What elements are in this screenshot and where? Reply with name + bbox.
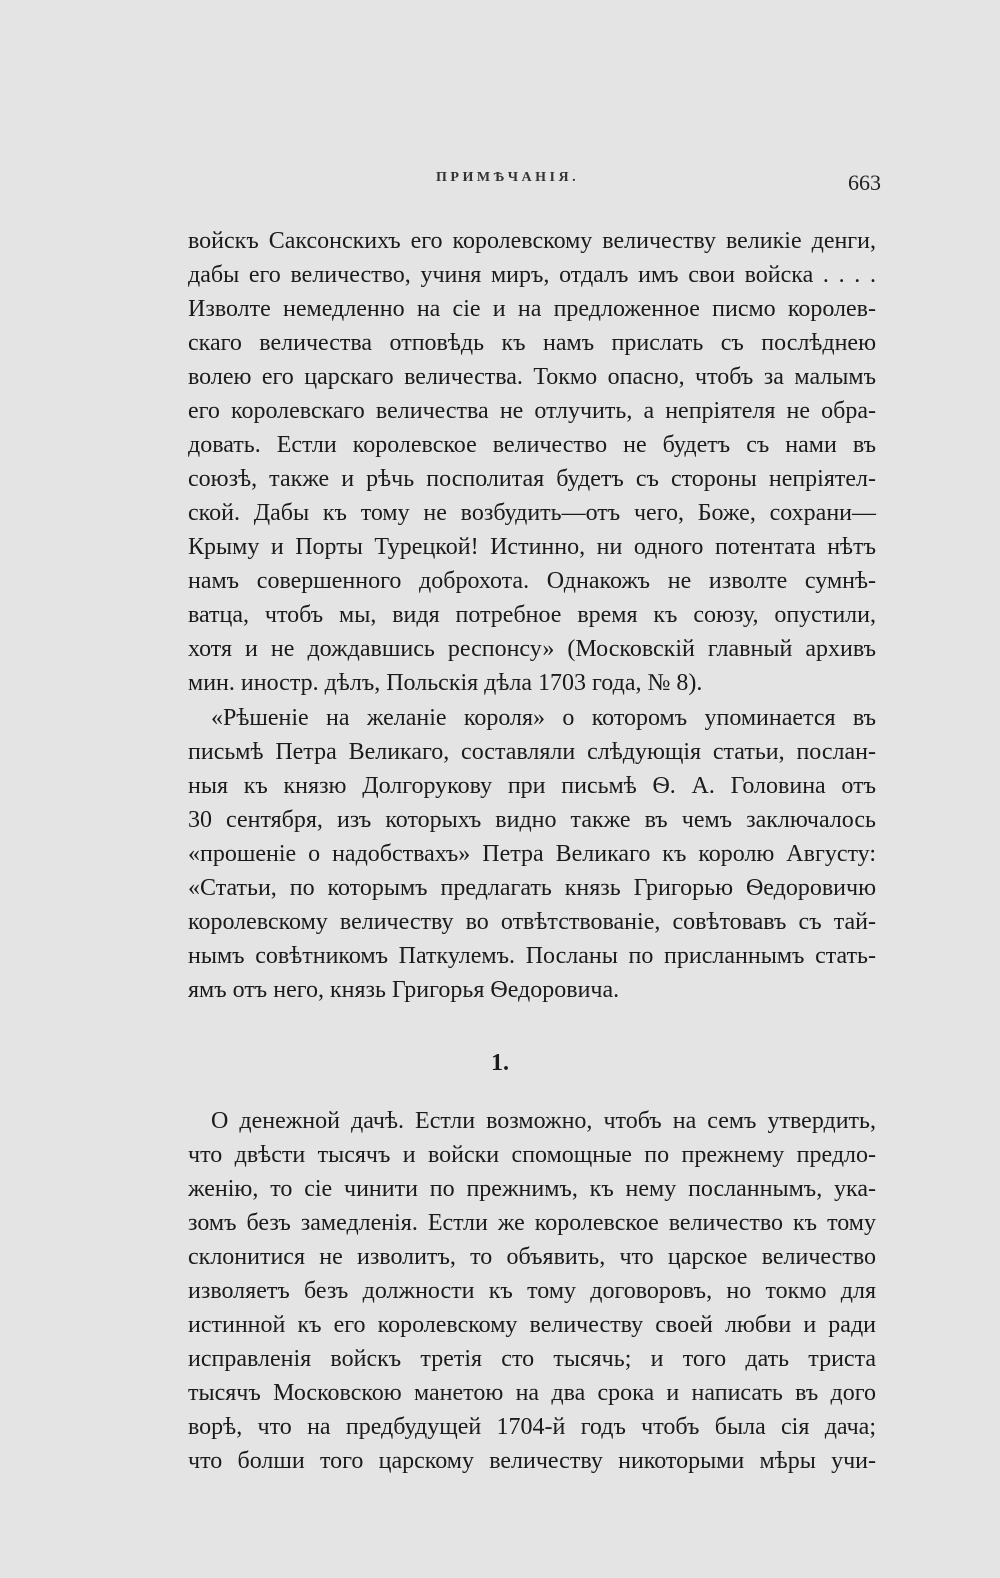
text-line: Крыму и Порты Турецкой! Истинно, ни одного потентата нѣтъ xyxy=(188,534,876,560)
text-line: «Статьи, по которымъ предлагать князь Григорью Ѳедоровичю xyxy=(188,875,876,901)
text-line: истинной къ его королевскому величеству своей любви и ради xyxy=(188,1312,876,1338)
text-line: ватца, чтобъ мы, видя потребное время къ союзу, опустили, xyxy=(188,602,876,628)
text-line: скаго величества отповѣдь къ намъ прислать съ послѣднею xyxy=(188,330,876,356)
text-line: что болши того царскому величеству никоторыми мѣры учи- xyxy=(188,1448,876,1474)
text-line: Изволте немедленно на сіе и на предложенное писмо королев- xyxy=(188,296,876,322)
text-line: его королевскаго величества не отлучить, а непріятеля не обра- xyxy=(188,398,876,424)
text-line: склонитися не изволитъ, то объявить, что царское величество xyxy=(188,1244,876,1270)
text-line: зомъ безъ замедленія. Естли же королевское величество къ тому xyxy=(188,1210,876,1236)
text-line: волею его царскаго величества. Токмо опасно, чтобъ за малымъ xyxy=(188,364,876,390)
text-line: О денежной дачѣ. Естли возможно, чтобъ на семъ утвердить, xyxy=(211,1108,876,1134)
text-line: письмѣ Петра Великаго, составляли слѣдующія статьи, послан- xyxy=(188,739,876,765)
text-line: 30 сентября, изъ которыхъ видно также въ чемъ заключалось xyxy=(188,807,876,833)
text-line: королевскому величеству во отвѣтствованіе, совѣтовавъ съ тай- xyxy=(188,909,876,935)
text-line: дабы его величество, учиня миръ, отдалъ имъ свои войска . . . . xyxy=(188,262,876,288)
text-line: исправленія войскъ третія сто тысячь; и того дать триста xyxy=(188,1346,876,1372)
text-line: нымъ совѣтникомъ Паткулемъ. Посланы по присланнымъ стать- xyxy=(188,943,876,969)
text-line: союзѣ, также и рѣчь посполитая будетъ съ стороны непріятел- xyxy=(188,466,876,492)
text-line: изволяетъ безъ должности къ тому договоровъ, но токмо для xyxy=(188,1278,876,1304)
text-line: тысячъ Московскою манетою на два срока и написать въ дого xyxy=(188,1380,876,1406)
text-line: войскъ Саксонскихъ его королевскому величеству великіе денги, xyxy=(188,228,876,254)
text-line: женію, то сіе чинити по прежнимъ, къ нему посланнымъ, ука- xyxy=(188,1176,876,1202)
text-line: намъ совершенного доброхота. Однакожъ не изволте сумнѣ- xyxy=(188,568,876,594)
text-line: ныя къ князю Долгорукову при письмѣ Ѳ. А. Головина отъ xyxy=(188,773,876,799)
text-line: хотя и не дождавшись респонсу» (Московскій главный архивъ xyxy=(188,636,876,662)
text-line: «прошеніе о надобствахъ» Петра Великаго къ королю Августу: xyxy=(188,841,876,867)
text-line: «Рѣшеніе на желаніе короля» о которомъ упоминается въ xyxy=(211,705,876,731)
section-number: 1. xyxy=(491,1050,509,1076)
text-line: мин. иностр. дѣлъ, Польскія дѣла 1703 года, № 8). xyxy=(188,670,703,696)
text-line: ской. Дабы къ тому не возбудить—отъ чего, Боже, сохрани— xyxy=(188,500,876,526)
text-line: ворѣ, что на предбудущей 1704-й годъ чтобъ была сія дача; xyxy=(188,1414,876,1440)
text-line: довать. Естли королевское величество не будетъ съ нами въ xyxy=(188,432,876,458)
page-number: 663 xyxy=(848,170,881,195)
text-line: что двѣсти тысячъ и войски спомощные по прежнему предло- xyxy=(188,1142,876,1168)
text-line: ямъ отъ него, князь Григорья Ѳедоровича. xyxy=(188,977,620,1003)
running-head: ПРИМѢЧАНІЯ. xyxy=(436,170,580,185)
